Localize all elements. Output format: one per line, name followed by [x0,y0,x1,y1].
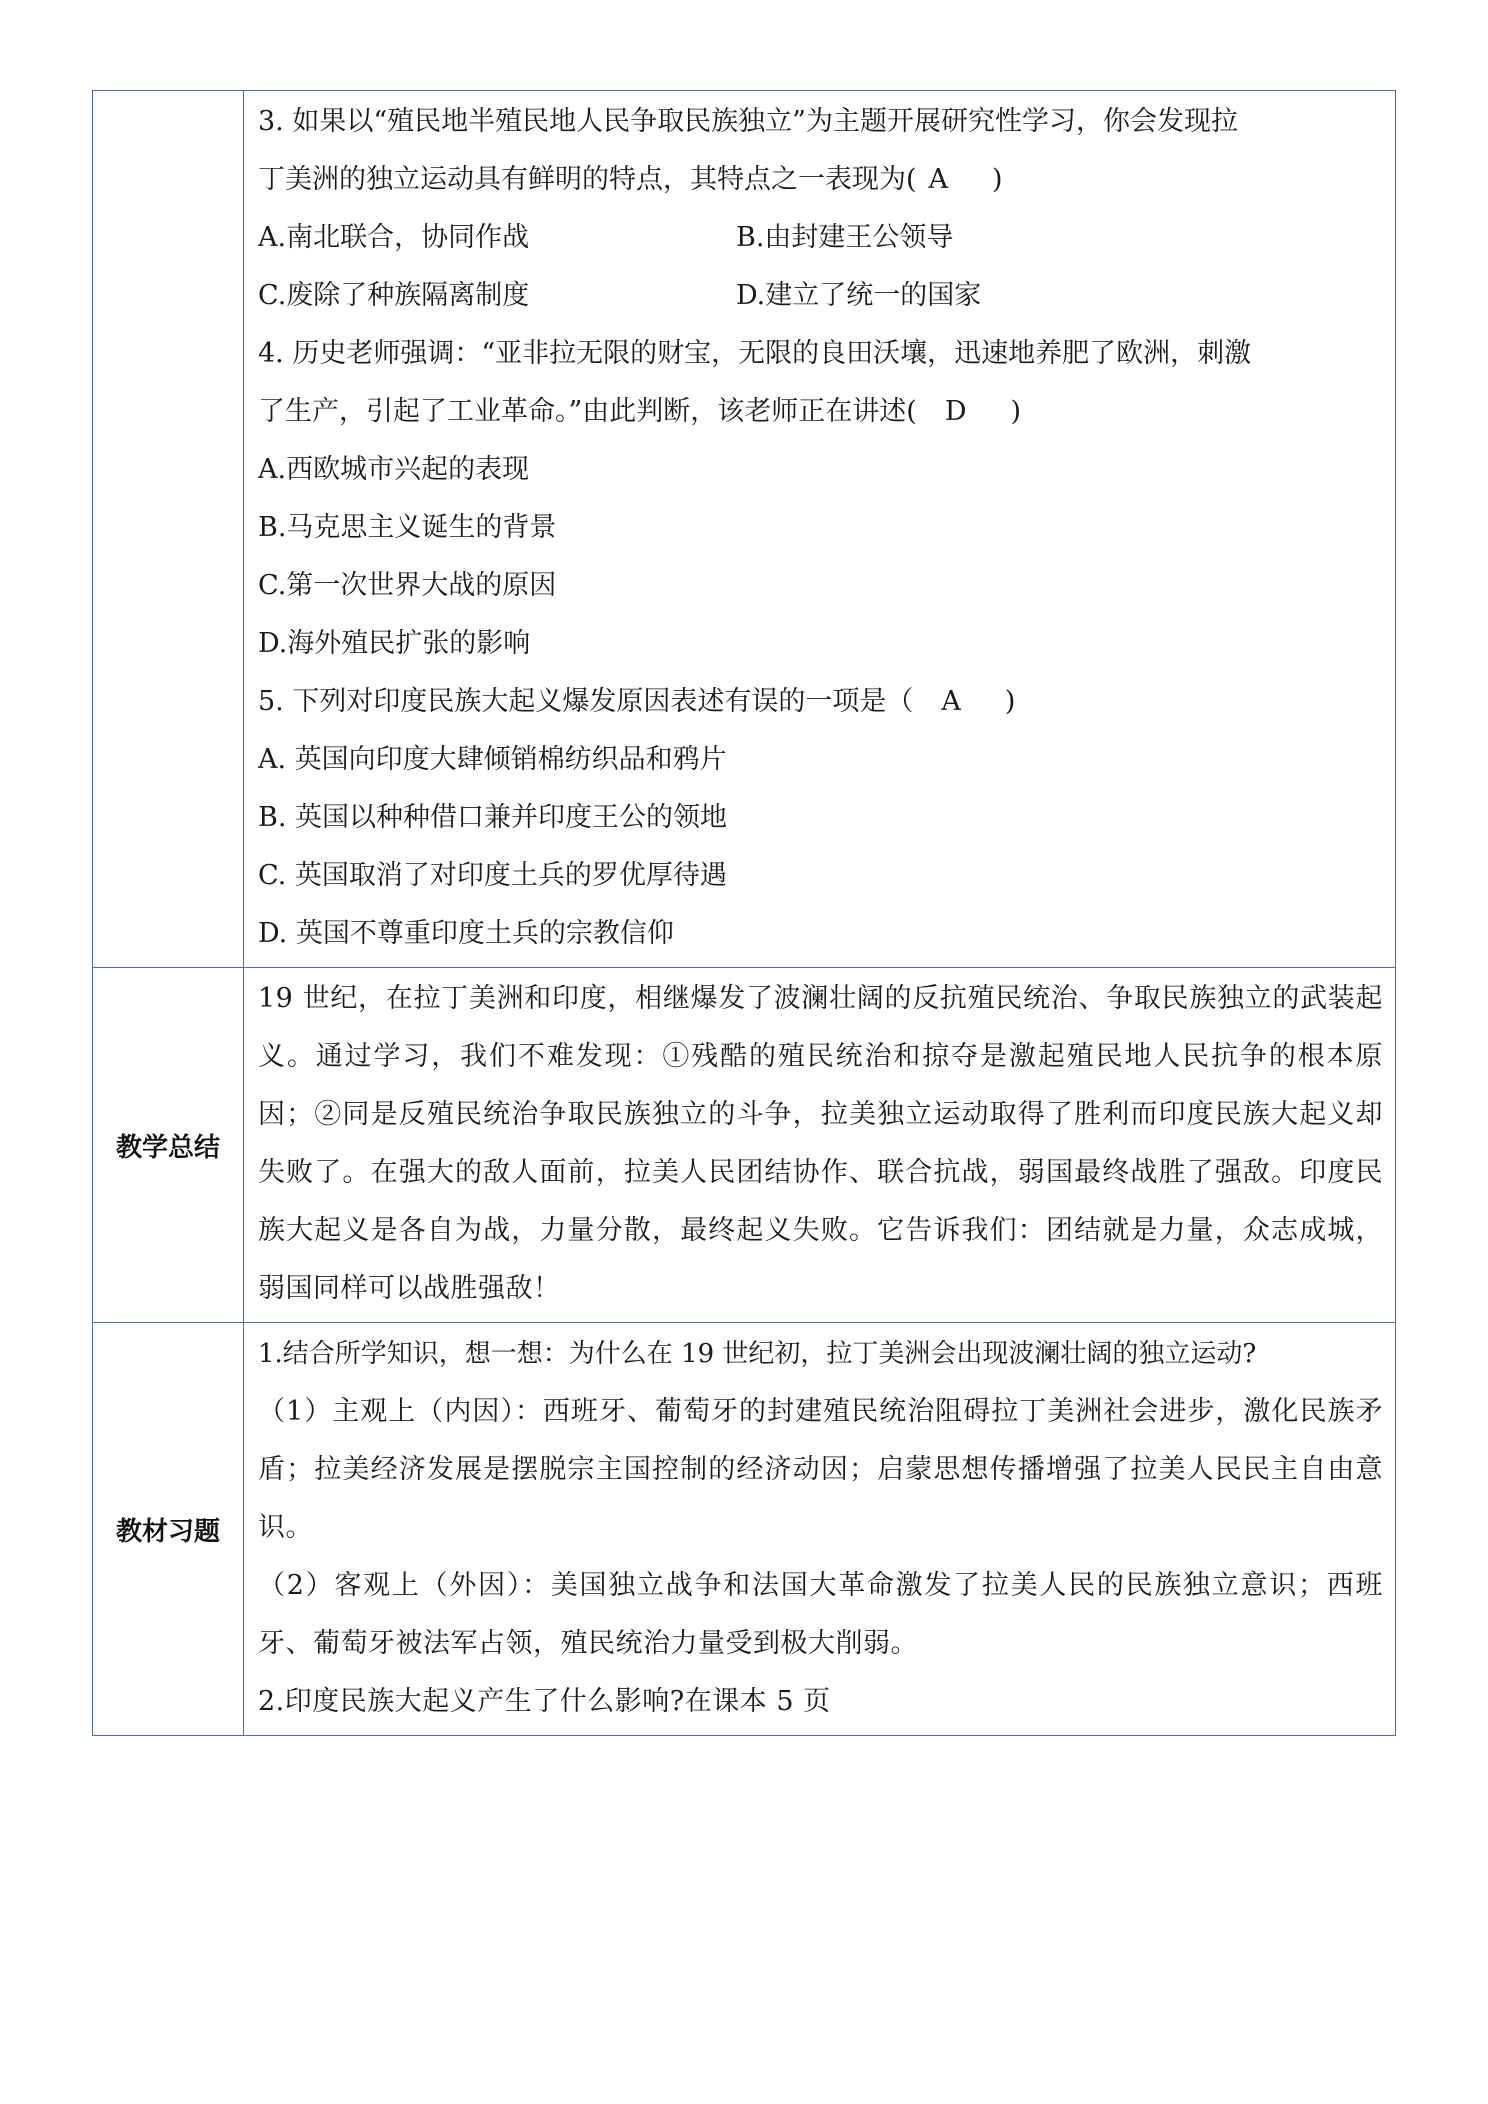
q5-close-paren: ) [1004,686,1016,717]
q3-stem-line1: 3. 如果以“殖民地半殖民地人民争取民族独立”为主题开展研究性学习，你会发现拉 [258,106,1238,137]
q3-options-row2 [258,267,1383,325]
summary-text: 19 世纪，在拉丁美洲和印度，相继爆发了波澜壮阔的反抗殖民统治、争取民族独立的武装起义。通过学习，我们不难发现：①残酷的殖民统治和掠夺是激起殖民地人民抗争的根本原因；②同是反殖民统治争取民族独立的斗争，拉美独立运动取得了胜利而印度民族大起义却失败了。在强大的敌人面前，拉美人民团结协作、联合抗战，弱国最终战胜了强敌。印度民族大起义是各自为战，力量分散，最终起义失败。它告诉我们：团结就是力量，众志成城，弱国同样可以战胜强敌！ [258,983,1383,1304]
exercises-row [93,1323,1396,1736]
q5-option-b: B. 英国以种种借口兼并印度王公的领地 [258,802,728,833]
q5-option-c: C. 英国取消了对印度土兵的罗优厚待遇 [258,860,727,891]
q3-option-a: A.南北联合，协同作战 [258,222,530,253]
q5-option-d: D. 英国不尊重印度土兵的宗教信仰 [258,918,674,949]
exercise-question-1: 1.结合所学知识，想一想：为什么在 19 世纪初，拉丁美洲会出现波澜壮阔的独立运动? [258,1339,1257,1369]
q3-stem-text: 丁美洲的独立运动具有鲜明的特点，其特点之一表现为( [258,164,917,195]
q3-stem-line2 [258,151,1383,209]
exercise-question-2: 2.印度民族大起义产生了什么影响?在课本 5 页 [258,1686,831,1717]
questions-label-cell [93,91,244,968]
summary-label: 教学总结 [93,968,244,1323]
q3-close-paren: ) [992,164,1003,195]
q4-option-a: A.西欧城市兴起的表现 [258,454,530,485]
q3-option-c: C.废除了种族隔离制度 [258,280,530,311]
q4-stem-line2 [258,383,1383,441]
q4-stem-line1: 4. 历史老师强调：“亚非拉无限的财宝，无限的良田沃壤，迅速地养肥了欧洲，刺激 [258,338,1252,369]
exercises-cell [244,1323,1396,1736]
q3-option-b: B.由封建王公领导 [736,222,954,253]
q4-answer: D [944,396,967,427]
q5-answer: A [941,686,961,717]
q5-option-a: A. 英国向印度大肆倾销棉纺织品和鸦片 [258,744,727,775]
q4-stem-text: 了生产，引起了工业革命。”由此判断，该老师正在讲述( [258,396,917,427]
q4-option-d: D.海外殖民扩张的影响 [258,628,531,659]
q5-stem [258,673,1383,731]
q5-stem-text: 5. 下列对印度民族大起义爆发原因表述有误的一项是（ [258,686,914,717]
q3-options-row1 [258,209,1383,267]
exercise-answer-1-part-2: （2）客观上（外因）：美国独立战争和法国大革命激发了拉美人民的民族独立意识；西班牙、葡萄牙被法军占领，殖民统治力量受到极大削弱。 [258,1570,1383,1659]
q3-option-d: D.建立了统一的国家 [736,280,982,311]
q4-close-paren: ) [1010,396,1022,427]
q3-answer: A [928,164,949,195]
lesson-table [92,90,1396,1736]
summary-row [93,968,1396,1323]
questions-row [93,91,1396,968]
q4-option-c: C.第一次世界大战的原因 [258,570,557,601]
q4-option-b: B.马克思主义诞生的背景 [258,512,557,543]
exercises-label: 教材习题 [93,1323,244,1736]
summary-cell [244,968,1396,1323]
exercise-answer-1-part-1: （1）主观上（内因）：西班牙、葡萄牙的封建殖民统治阻碍拉丁美洲社会进步，激化民族矛盾；拉美经济发展是摆脱宗主国控制的经济动因；启蒙思想传播增强了拉美人民民主自由意识。 [258,1396,1383,1543]
questions-cell [244,91,1396,968]
